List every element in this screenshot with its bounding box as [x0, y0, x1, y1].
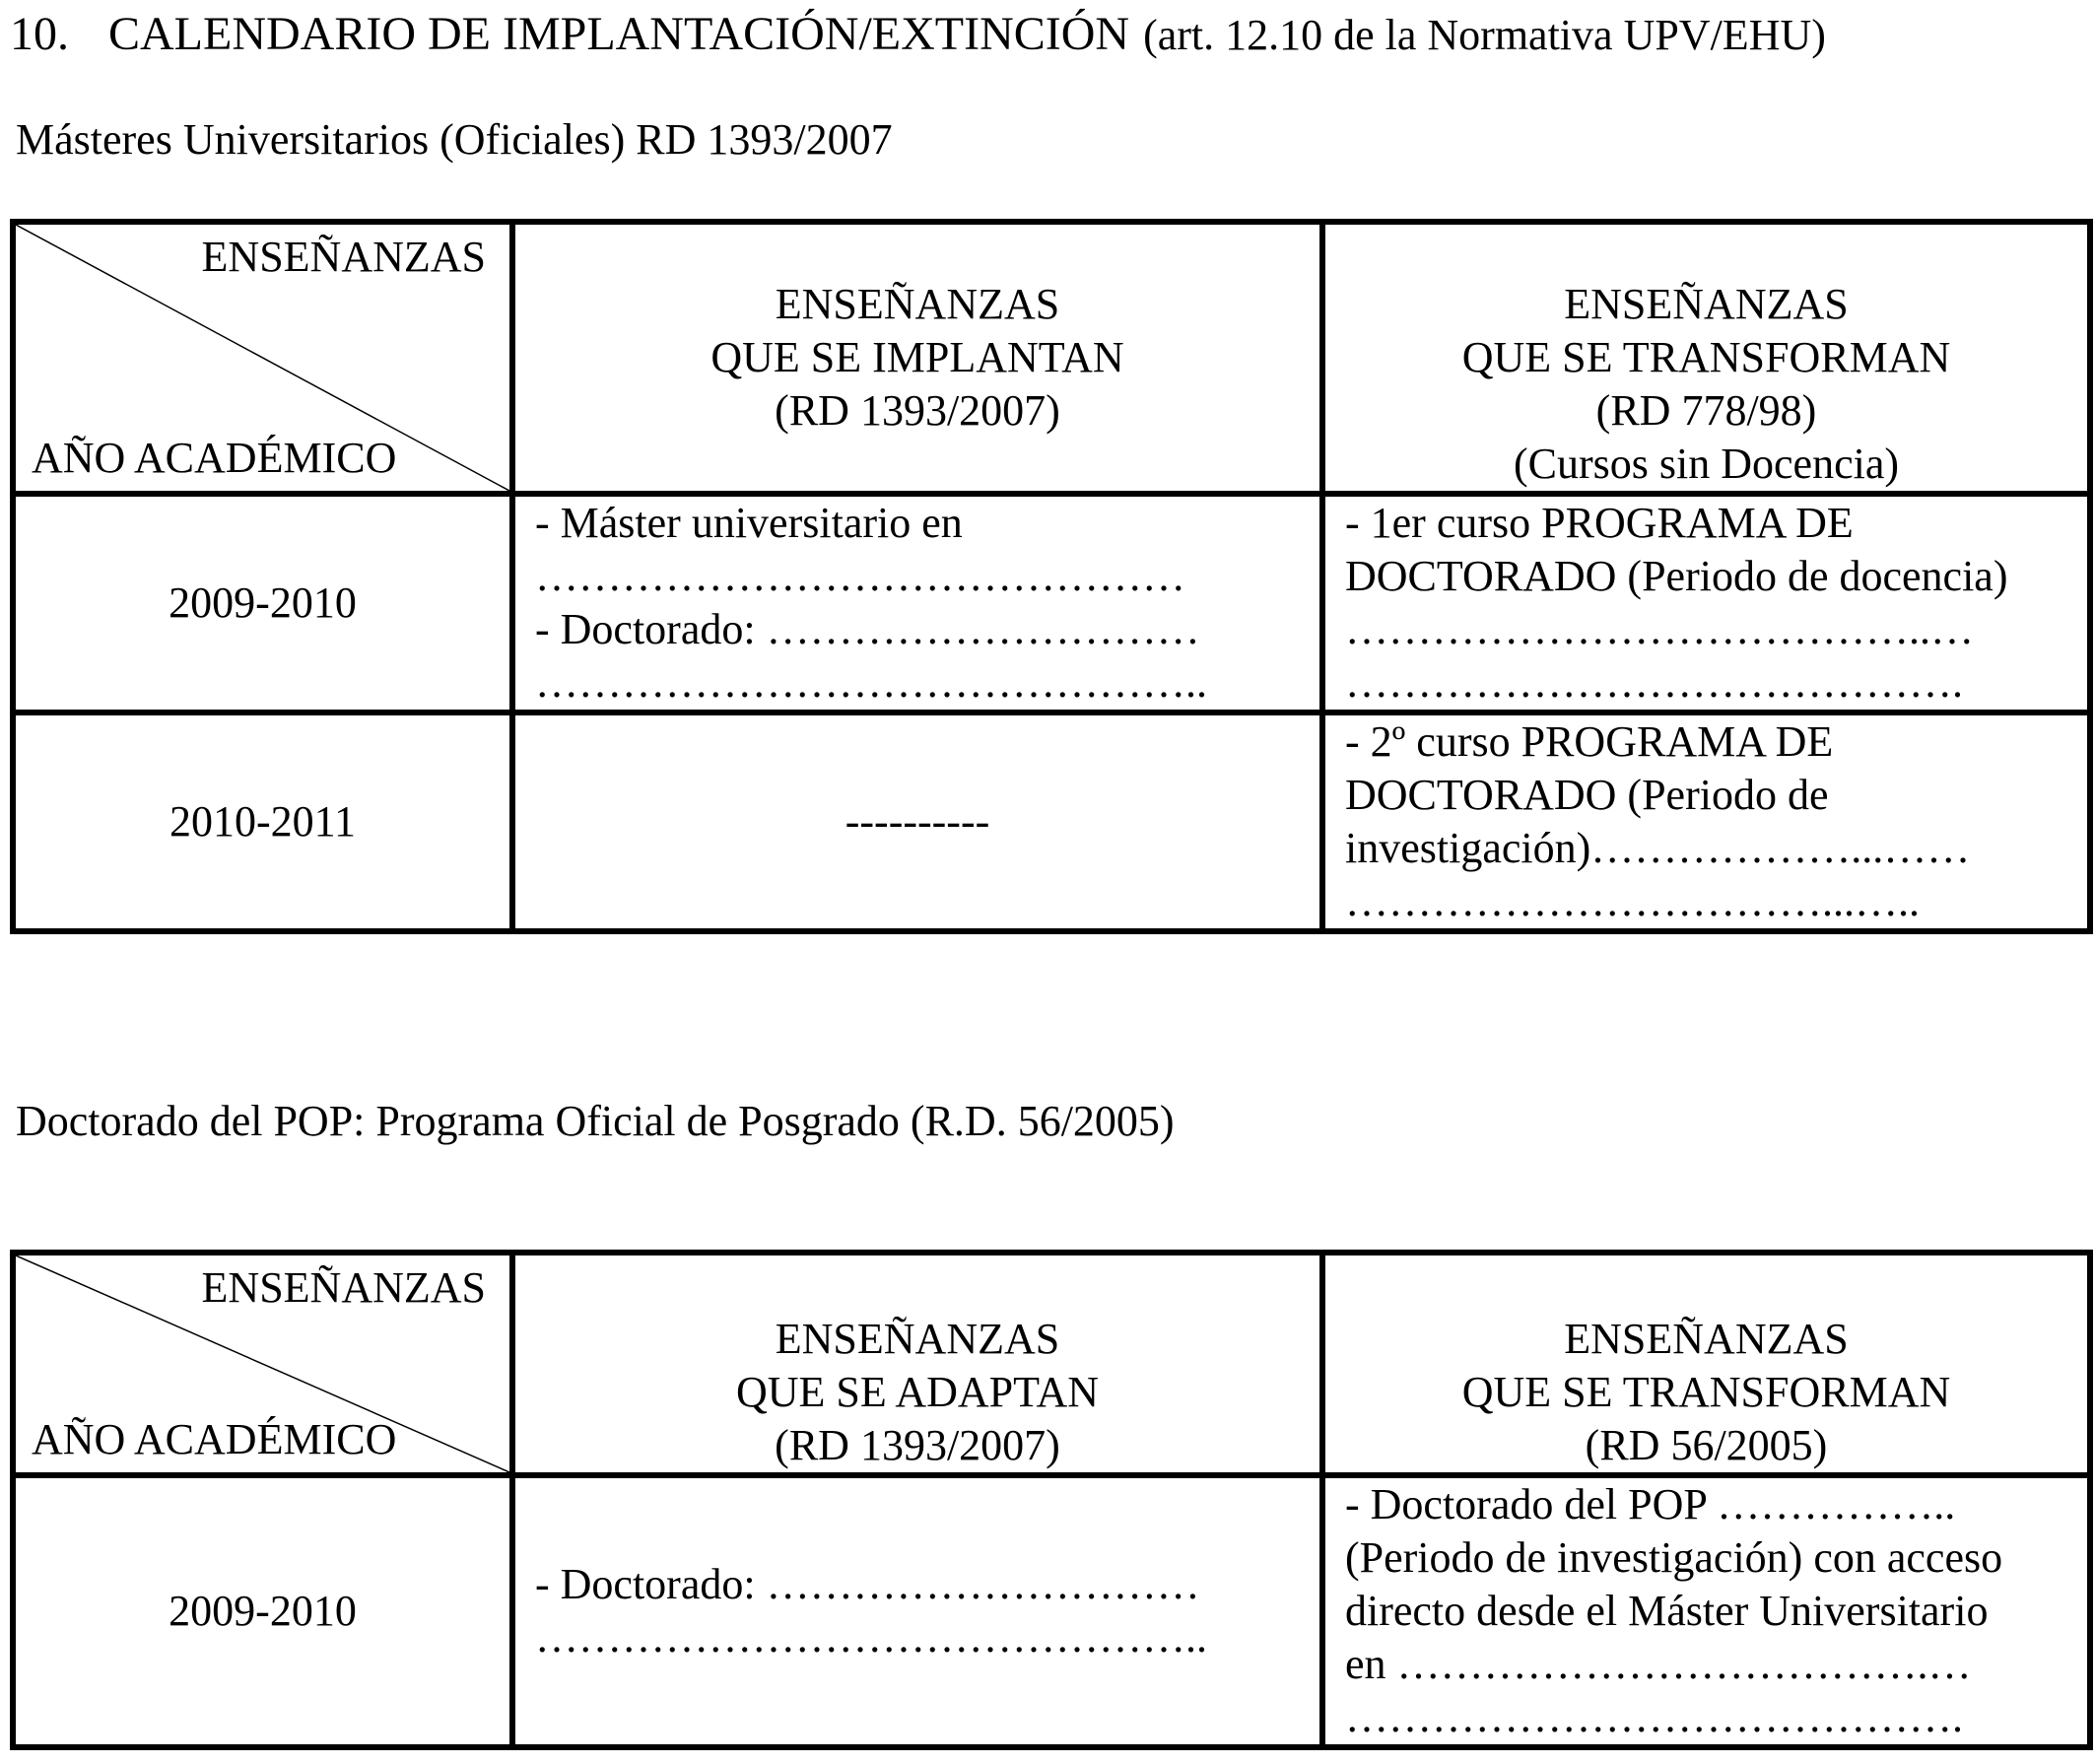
header-line: QUE SE TRANSFORMAN [1461, 1368, 1951, 1416]
section-heading: CALENDARIO DE IMPLANTACIÓN/EXTINCIÓN [108, 8, 1130, 60]
cell-line: - Doctorado del POP …………….. [1345, 1480, 1956, 1528]
header-line: QUE SE ADAPTAN [735, 1368, 1100, 1416]
transform-cell [1322, 494, 2090, 712]
year-cell: 2009-2010 [13, 494, 512, 712]
header-line: ENSEÑANZAS [1564, 1315, 1849, 1363]
table2-col3-header [1322, 1253, 2090, 1475]
cell-line: - Máster universitario en [535, 499, 963, 547]
header-line: ENSEÑANZAS [775, 1315, 1060, 1363]
header-line: (RD 56/2005) [1585, 1421, 1828, 1469]
table-row [13, 1475, 2090, 1747]
cell-line: ……………………………………. [1345, 658, 1963, 707]
cell-line: ……………………………...….. [1345, 877, 1920, 925]
transform-cell [1322, 1475, 2090, 1747]
cell-line: ……………………………………….. [535, 658, 1207, 707]
header-line: ENSEÑANZAS [1564, 280, 1849, 328]
cell-line: investigación)………………...…… [1345, 824, 1971, 872]
header-line: (Cursos sin Docencia) [1513, 440, 1899, 488]
cell-line: - Doctorado: ………………………… [535, 605, 1200, 653]
corner-top-label: ENSEÑANZAS [201, 233, 486, 281]
table2-calendar [10, 1250, 2093, 1750]
cell-line: …………………………………..… [1345, 605, 1974, 653]
header-line: (RD 778/98) [1595, 386, 1817, 435]
table2-corner-cell [13, 1253, 512, 1475]
table-row [13, 494, 2090, 712]
table1-corner-cell [13, 222, 512, 494]
corner-top-label: ENSEÑANZAS [201, 1263, 486, 1312]
cell-line: directo desde el Máster Universitario [1345, 1587, 1989, 1635]
implant-cell [512, 712, 1322, 931]
table2-header-row [13, 1253, 2090, 1475]
year-cell: 2009-2010 [13, 1475, 512, 1747]
cell-line: (Periodo de investigación) con acceso [1345, 1533, 2003, 1582]
cell-line: DOCTORADO (Periodo de [1345, 771, 1829, 819]
header-line: QUE SE TRANSFORMAN [1461, 333, 1951, 381]
table1-col3-header [1322, 222, 2090, 494]
section-title [10, 0, 2079, 70]
section-reference: (art. 12.10 de la Normativa UPV/EHU) [1143, 11, 1826, 59]
table1-subtitle: Másteres Universitarios (Oficiales) RD 1393/2007 [16, 115, 893, 164]
table2-col2-header [512, 1253, 1322, 1475]
cell-line: - 1er curso PROGRAMA DE [1345, 499, 1854, 547]
header-line: (RD 1393/2007) [775, 1421, 1060, 1469]
section-number: 10. [10, 8, 69, 60]
cell-line: - 2º curso PROGRAMA DE [1345, 717, 1834, 766]
table1-col2-header [512, 222, 1322, 494]
transform-cell [1322, 712, 2090, 931]
cell-line: ……………………………………….. [535, 1613, 1207, 1662]
corner-bottom-label: AÑO ACADÉMICO [32, 434, 397, 482]
header-line: (RD 1393/2007) [775, 386, 1060, 435]
cell-line: ---------- [845, 797, 990, 846]
table1-header-row [13, 222, 2090, 494]
cell-line: - Doctorado: ………………………… [535, 1560, 1200, 1608]
implant-cell [512, 494, 1322, 712]
header-line: QUE SE IMPLANTAN [710, 333, 1124, 381]
corner-bottom-label: AÑO ACADÉMICO [32, 1415, 397, 1463]
table1-calendar [10, 219, 2093, 934]
cell-line: DOCTORADO (Periodo de docencia) [1345, 552, 2008, 600]
cell-line: en ……………………………….… [1345, 1640, 1972, 1688]
cell-line: ……………………………………. [1345, 1693, 1963, 1741]
table-row [13, 712, 2090, 931]
adapt-cell [512, 1475, 1322, 1747]
table2-subtitle: Doctorado del POP: Programa Oficial de Posgrado (R.D. 56/2005) [16, 1097, 1175, 1145]
header-line: ENSEÑANZAS [775, 280, 1060, 328]
cell-line: ……………………………………… [535, 552, 1185, 600]
year-cell: 2010-2011 [13, 712, 512, 931]
